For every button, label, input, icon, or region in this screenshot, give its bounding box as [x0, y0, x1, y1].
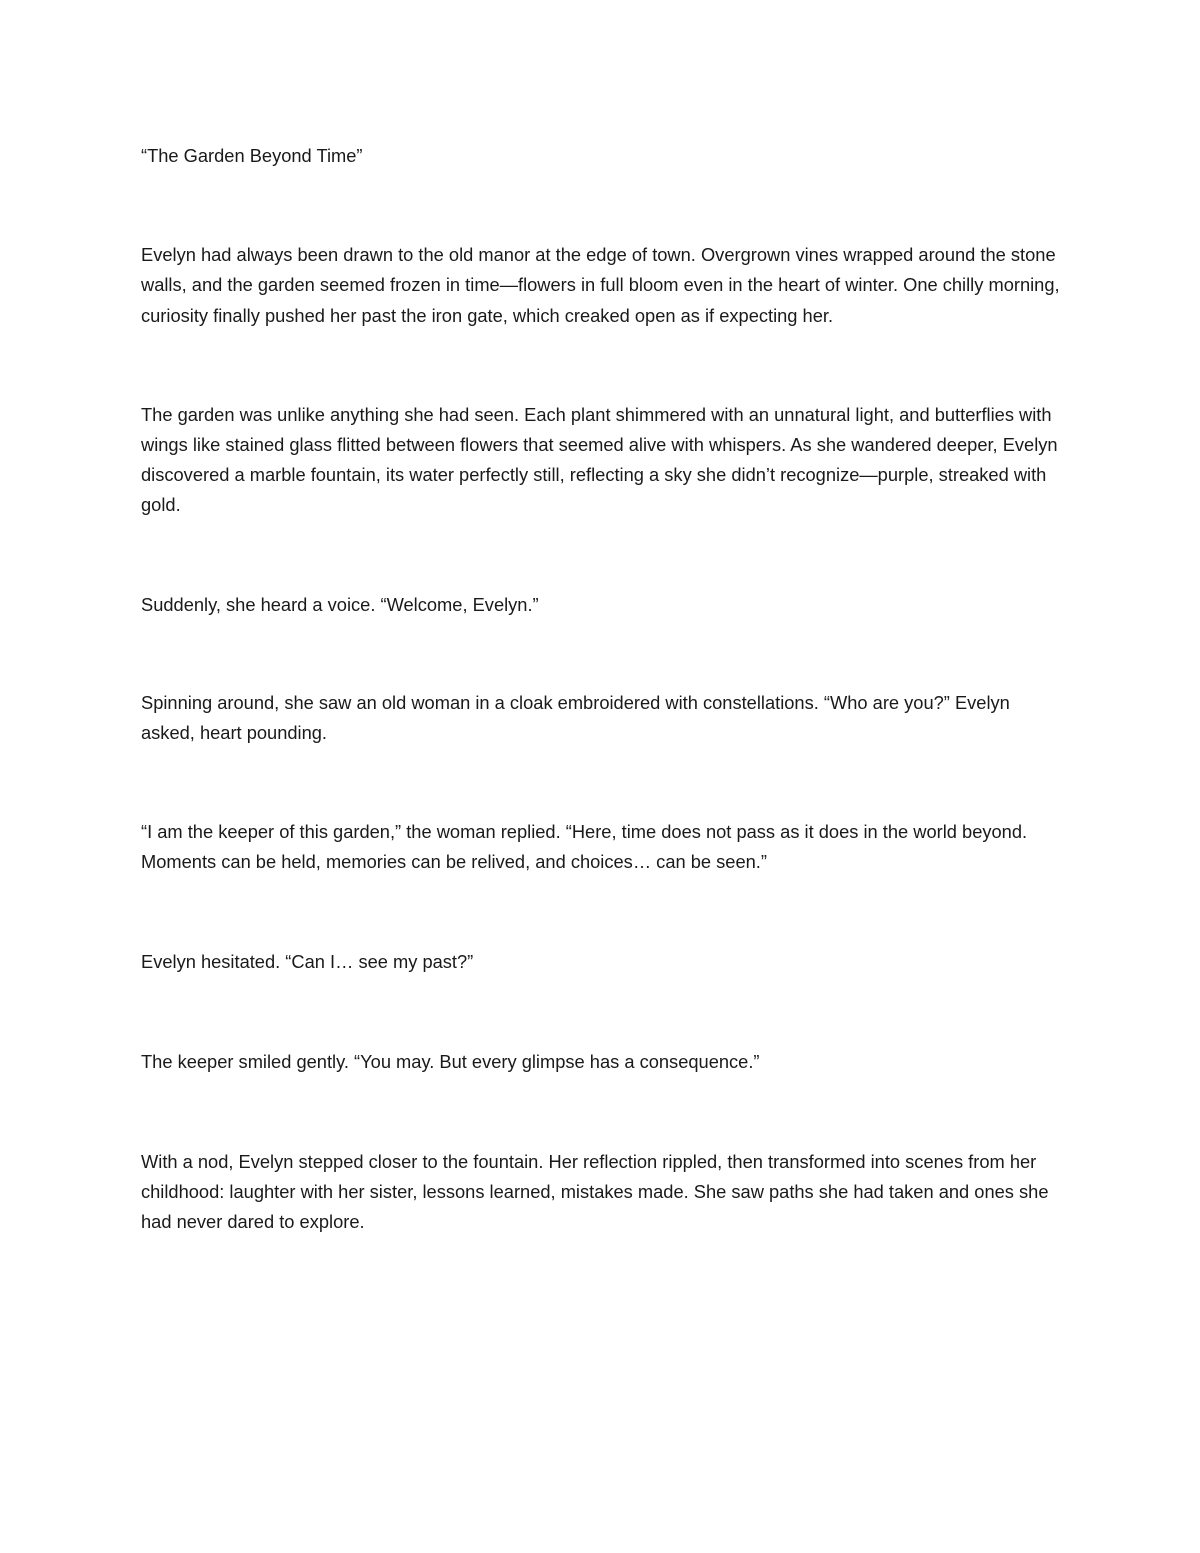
paragraph: Evelyn had always been drawn to the old manor at the edge of town. Overgrown vines wrapped around the stone walls, and the garden seemed frozen in time—flowers in full bloom even in the heart of winter. One chilly morning, curiosity finally pushed her past the iron gate, which creaked open as if expecting her.	[141, 244, 1060, 326]
document-body	[141, 141, 1066, 1238]
paragraph: “I am the keeper of this garden,” the woman replied. “Here, time does not pass as it does in the world beyond. Moments can be held, memories can be relived, and choices… can be seen.”	[141, 821, 1028, 873]
paragraph: The keeper smiled gently. “You may. But every glimpse has a consequence.”	[141, 1050, 760, 1072]
story-title: “The Garden Beyond Time”	[141, 145, 363, 166]
paragraph: Spinning around, she saw an old woman in a cloak embroidered with constellations. “Who are you?” Evelyn asked, heart pounding.	[141, 691, 1010, 744]
paragraph: The garden was unlike anything she had seen. Each plant shimmered with an unnatural light, and butterflies with wings like stained glass flitted between flowers that seemed alive with whispers. As she wandered deeper, Evelyn discovered a marble fountain, its water perfectly still, reflecting a sky she didn’t recognize—purple, streaked with gold.	[141, 403, 1058, 516]
paragraph: Suddenly, she heard a voice. “Welcome, Evelyn.”	[141, 593, 539, 615]
paragraph: With a nod, Evelyn stepped closer to the fountain. Her reflection rippled, then transformed into scenes from her childhood: laughter with her sister, lessons learned, mistakes made. She saw paths she had taken and ones she had never dared to explore.	[141, 1151, 1049, 1233]
paragraph: Evelyn hesitated. “Can I… see my past?”	[141, 950, 474, 972]
